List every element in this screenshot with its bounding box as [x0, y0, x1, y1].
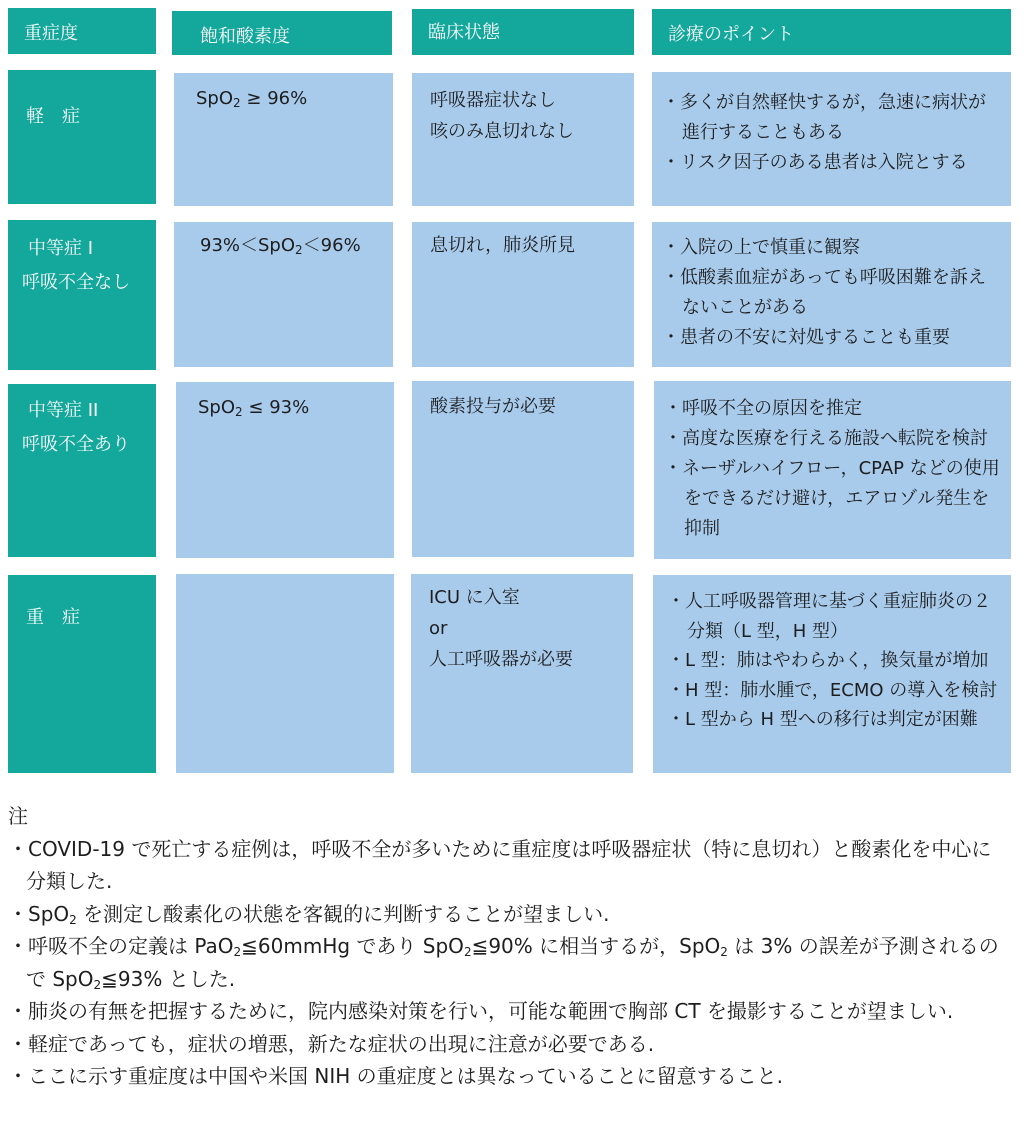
spo2-value: SpO$_2$ ≤ 93%: [198, 397, 310, 419]
point-item: ・L 型：肺はやわらかく，換気量が増加: [667, 650, 989, 671]
note-item: ・ここに示す重症度は中国や米国 NIH の重症度とは異なっていることに留意すること.: [8, 1064, 783, 1088]
clinical-line: 呼吸器症状なし: [430, 90, 556, 111]
points-moderate-2: [654, 381, 1011, 559]
points-mild: [652, 72, 1011, 206]
points-moderate-1: [652, 222, 1011, 367]
point-item: ・呼吸不全の原因を推定: [664, 398, 862, 419]
severity-severe: [8, 575, 156, 773]
header-severity: 重症度: [8, 8, 156, 54]
clinical-mild: [412, 73, 634, 206]
clinical-line: 人工呼吸器が必要: [429, 649, 573, 670]
severity-label: 軽 症: [26, 106, 80, 127]
severity-label: 重 症: [26, 607, 80, 628]
clinical-line: 咳のみ息切れなし: [430, 121, 574, 142]
point-item: ・人工呼吸器管理に基づく重症肺炎の２分類（L 型，H 型）: [667, 591, 991, 642]
note-item: ・軽症であっても，症状の増悪，新たな症状の出現に注意が必要である.: [8, 1031, 655, 1056]
point-item: ・高度な医療を行える施設へ転院を検討: [664, 428, 988, 449]
point-item: ・患者の不安に対処することも重要: [662, 327, 950, 348]
clinical-moderate-2: [412, 381, 634, 557]
header-clinical: 臨床状態: [412, 9, 634, 55]
spo2-moderate-1: [174, 222, 393, 367]
clinical-line: or: [429, 618, 448, 639]
header-spo2: 飽和酸素度: [172, 11, 392, 55]
clinical-severe: [411, 574, 633, 773]
severity-moderate-2: [8, 384, 156, 557]
point-item: ・L 型から H 型への移行は判定が困難: [667, 709, 978, 730]
spo2-value: 93%＜SpO$_2$＜96%: [200, 235, 361, 257]
point-item: ・リスク因子のある患者は入院とする: [662, 152, 968, 173]
note-item: ・SpO$_2$ を測定し酸素化の状態を客観的に判断することが望ましい.: [8, 901, 610, 927]
header-points: 診療のポイント: [652, 9, 1011, 55]
note-item: ・呼吸不全の定義は PaO$_2$≦60mmHg であり SpO$_2$≦90% に相当するが，SpO$_2$ は 3% の誤差が予測されるので SpO$_2$≦93% とした.: [8, 934, 999, 992]
point-item: ・ネーザルハイフロー，CPAP などの使用をできるだけ避け，エアロゾル発生を抑制: [664, 458, 1000, 539]
points-severe: [653, 575, 1011, 773]
severity-label: 中等症 II: [28, 400, 99, 421]
note-item: ・肺炎の有無を把握するために，院内感染対策を行い，可能な範囲で胸部 CT を撮影することが望ましい.: [8, 999, 954, 1023]
clinical-line: ICU に入室: [429, 587, 520, 608]
point-item: ・H 型：肺水腫で，ECMO の導入を検討: [667, 679, 998, 701]
severity-sublabel: 呼吸不全なし: [22, 272, 130, 293]
note-item: ・COVID-19 で死亡する症例は，呼吸不全が多いために重症度は呼吸器症状（特に息切れ）と酸素化を中心に分類した.: [8, 836, 992, 893]
point-item: ・多くが自然軽快するが，急速に病状が進行することもある: [662, 92, 986, 143]
clinical-line: 酸素投与が必要: [430, 396, 556, 417]
clinical-line: 息切れ，肺炎所見: [430, 235, 576, 256]
notes-heading: 注: [8, 804, 28, 828]
severity-sublabel: 呼吸不全あり: [22, 434, 130, 455]
severity-label: 中等症 I: [28, 238, 94, 259]
spo2-moderate-2: [176, 382, 394, 558]
notes-section: [8, 800, 1008, 1093]
spo2-value: SpO$_2$ ≥ 96%: [196, 88, 308, 110]
severity-moderate-1: [8, 220, 156, 370]
clinical-moderate-1: [412, 222, 634, 367]
severity-mild: [8, 70, 156, 204]
spo2-severe: [176, 574, 394, 773]
point-item: ・低酸素血症があっても呼吸困難を訴えないことがある: [662, 267, 986, 318]
spo2-mild: [174, 73, 393, 206]
point-item: ・入院の上で慎重に観察: [662, 237, 860, 258]
